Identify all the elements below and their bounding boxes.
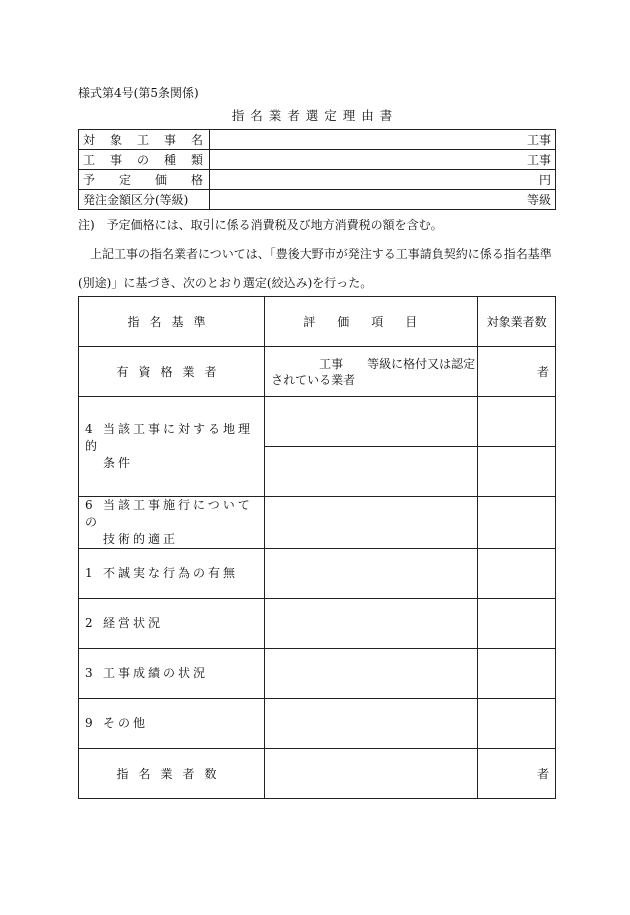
project-name-row <box>79 130 556 150</box>
criteria-text: 不誠実な行為の有無 <box>103 566 239 580</box>
project-info-table <box>78 129 556 210</box>
criteria-other <box>79 699 265 749</box>
work-type-label-text <box>83 151 209 168</box>
label-char: 格 <box>190 173 203 187</box>
qualified-eval-line1: 工事 等級に格付又は認定 <box>319 356 476 371</box>
project-name-value[interactable]: 工事 <box>210 130 556 150</box>
selection-criteria-table <box>78 296 556 799</box>
count-cell[interactable] <box>478 599 556 649</box>
document-title: 指名業者選定理由書 <box>231 108 399 123</box>
criteria-row <box>79 397 556 447</box>
evaluation-cell[interactable] <box>265 397 478 447</box>
criteria-row <box>79 599 556 649</box>
label-char: 種 <box>163 153 176 167</box>
criteria-row <box>79 649 556 699</box>
work-type-label <box>79 150 210 170</box>
qualified-count[interactable]: 者 <box>478 347 556 397</box>
criteria-management <box>79 599 265 649</box>
criteria-technical <box>79 497 265 549</box>
price-note: 注) 予定価格には、取引に係る消費税及び地方消費税の額を含む。 <box>78 218 443 232</box>
count-cell[interactable] <box>478 397 556 447</box>
estimated-price-value[interactable]: 円 <box>210 170 556 190</box>
criteria-number: 9 <box>85 716 93 730</box>
count-cell[interactable] <box>478 699 556 749</box>
label-char: 類 <box>190 153 203 167</box>
criteria-text: 経営状況 <box>103 616 164 630</box>
qualified-row <box>79 347 556 397</box>
label-char: 予 <box>83 173 96 187</box>
criteria-number: 3 <box>85 666 93 680</box>
total-count[interactable]: 者 <box>478 749 556 799</box>
order-class-row <box>79 190 556 210</box>
criteria-number: 1 <box>85 566 93 580</box>
table-header-row <box>79 297 556 347</box>
label-char: 工 <box>136 133 149 147</box>
form-number-label: 様式第4号(第5条関係) <box>78 86 199 100</box>
total-evaluation[interactable] <box>265 749 478 799</box>
label-char: 象 <box>109 133 122 147</box>
criteria-row <box>79 549 556 599</box>
evaluation-cell[interactable] <box>265 699 478 749</box>
work-type-row <box>79 150 556 170</box>
criteria-text-cont: 技術的適正 <box>103 532 179 546</box>
count-cell[interactable] <box>478 447 556 497</box>
work-type-value[interactable]: 工事 <box>210 150 556 170</box>
header-criteria: 指名基準 <box>79 297 265 347</box>
estimated-price-label-text <box>83 171 209 188</box>
label-char: の <box>136 153 149 167</box>
project-name-label <box>79 130 210 150</box>
label-char: 事 <box>109 153 122 167</box>
selection-paragraph: 上記工事の指名業者については、「豊後大野市が発注する工事請負契約に係る指名基準(別途)」に基づき、次のとおり選定(絞込み)を行った。 <box>78 247 552 290</box>
criteria-number: 6 <box>85 498 93 512</box>
criteria-number: 4 <box>85 422 93 436</box>
order-class-label: 発注金額区分(等級) <box>79 190 210 210</box>
evaluation-cell[interactable] <box>265 599 478 649</box>
criteria-text: その他 <box>103 716 149 730</box>
estimated-price-label <box>79 170 210 190</box>
qualified-evaluation[interactable] <box>265 347 478 397</box>
label-char: 事 <box>163 133 176 147</box>
criteria-geographic <box>79 397 265 497</box>
evaluation-cell[interactable] <box>265 497 478 549</box>
count-cell[interactable] <box>478 497 556 549</box>
criteria-text: 当該工事に対する地理的 <box>85 422 254 453</box>
label-char: 工 <box>83 153 96 167</box>
criteria-text-cont: 条件 <box>103 456 134 470</box>
label-char: 名 <box>190 133 203 147</box>
criteria-text: 当該工事施行についての <box>85 498 253 529</box>
qualified-label: 有資格業者 <box>79 347 265 397</box>
evaluation-cell[interactable] <box>265 649 478 699</box>
label-char: 価 <box>154 173 167 187</box>
label-char: 対 <box>83 133 96 147</box>
header-evaluation: 評価項目 <box>265 297 478 347</box>
qualified-eval-line2: されている業者 <box>271 372 356 387</box>
count-cell[interactable] <box>478 549 556 599</box>
criteria-text: 工事成績の状況 <box>103 666 209 680</box>
criteria-number: 2 <box>85 616 93 630</box>
total-label: 指名業者数 <box>79 749 265 799</box>
criteria-row <box>79 699 556 749</box>
evaluation-cell[interactable] <box>265 447 478 497</box>
criteria-performance <box>79 649 265 699</box>
evaluation-cell[interactable] <box>265 549 478 599</box>
order-class-value[interactable]: 等級 <box>210 190 556 210</box>
total-row <box>79 749 556 799</box>
project-name-label-text <box>83 131 209 148</box>
label-char: 定 <box>118 173 131 187</box>
criteria-dishonesty <box>79 549 265 599</box>
count-cell[interactable] <box>478 649 556 699</box>
criteria-row <box>79 497 556 549</box>
header-count: 対象業者数 <box>478 297 556 347</box>
estimated-price-row <box>79 170 556 190</box>
